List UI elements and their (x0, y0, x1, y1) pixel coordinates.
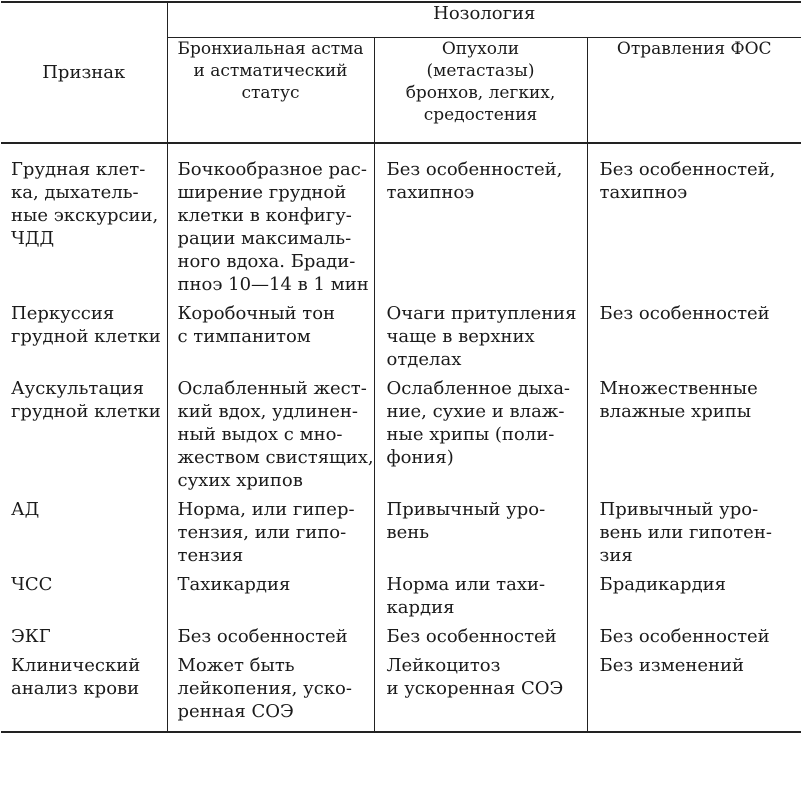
cell-asthma (167, 648, 374, 732)
cell-line: ного вдоха. Бради- (177, 251, 356, 272)
cell-line: клетки в конфигу- (177, 205, 352, 226)
header-tumor-line: средостения (423, 105, 538, 125)
cell-sign (1, 567, 167, 619)
cell-line: Привычный уро- (599, 499, 759, 520)
cell-fos (587, 143, 801, 296)
cell-line: Грудная клет- (11, 159, 146, 180)
cell-fos (587, 296, 801, 371)
table-row (1, 567, 801, 619)
cell-tumor (374, 371, 587, 492)
cell-line: Лейкоцитоз (386, 655, 501, 676)
cell-sign (1, 648, 167, 732)
cell-line: влажные хрипы (599, 401, 752, 422)
cell-line: ЧДД (11, 228, 55, 249)
cell-asthma (167, 371, 374, 492)
cell-sign (1, 296, 167, 371)
table-row (1, 648, 801, 732)
cell-line: фония) (386, 447, 454, 468)
header-tumor-line: (метастазы) (426, 61, 535, 81)
cell-line: ные экскурсии, (11, 205, 159, 226)
cell-sign (1, 371, 167, 492)
header-nosology: Нозология (167, 2, 801, 38)
cell-line: и ускоренная СОЭ (386, 678, 564, 699)
cell-line: ный выдох с мно- (177, 424, 343, 445)
cell-line: Клинический (11, 655, 141, 676)
cell-fos (587, 619, 801, 648)
cell-line: ренная СОЭ (177, 701, 294, 722)
cell-asthma (167, 619, 374, 648)
cell-line: Брадикардия (599, 574, 727, 595)
table-row (1, 492, 801, 567)
cell-tumor (374, 492, 587, 567)
cell-line: Норма, или гипер- (177, 499, 355, 520)
cell-line: пноэ 10—14 в 1 мин (177, 274, 369, 295)
cell-line: Множественные (599, 378, 758, 399)
cell-sign (1, 143, 167, 296)
header-tumor-line: Опухоли (441, 39, 520, 59)
cell-line: тензия (177, 545, 244, 566)
cell-line: Без особенностей (386, 626, 557, 647)
cell-asthma (167, 296, 374, 371)
cell-line: ка, дыхатель- (11, 182, 139, 203)
cell-line: Без изменений (599, 655, 745, 676)
header-asthma-line: и астматический (193, 61, 348, 81)
header-tumor-line: бронхов, легких, (405, 83, 556, 103)
cell-line: чаще в верхних (386, 326, 535, 347)
cell-line: ширение грудной (177, 182, 347, 203)
cell-line: Норма или тахи- (386, 574, 546, 595)
cell-fos (587, 567, 801, 619)
cell-line: ные хрипы (поли- (386, 424, 555, 445)
cell-line: Привычный уро- (386, 499, 546, 520)
header-sign: Признак (1, 2, 167, 143)
cell-line: зия (599, 545, 633, 566)
cell-line: лейкопения, уско- (177, 678, 352, 699)
cell-asthma (167, 567, 374, 619)
cell-tumor (374, 648, 587, 732)
cell-line: Без особенностей (177, 626, 348, 647)
cell-line: жеством свистящих, (177, 447, 374, 468)
cell-line: ЭКГ (11, 626, 51, 647)
cell-tumor (374, 143, 587, 296)
header-tumor (374, 38, 587, 144)
cell-line: Без особенностей (599, 303, 770, 324)
cell-line: Коробочный тон (177, 303, 336, 324)
differential-diagnosis-table (1, 1, 801, 733)
cell-line: вень (386, 522, 430, 543)
cell-line: Ослабленный жест- (177, 378, 367, 399)
cell-line: с тимпанитом (177, 326, 311, 347)
cell-asthma (167, 492, 374, 567)
cell-line: Перкуссия (11, 303, 115, 324)
cell-line: Ослабленное дыха- (386, 378, 571, 399)
cell-line: отделах (386, 349, 462, 370)
cell-line: ние, сухие и влаж- (386, 401, 565, 422)
table-row (1, 296, 801, 371)
cell-fos (587, 492, 801, 567)
cell-fos (587, 371, 801, 492)
cell-line: кий вдох, удлинен- (177, 401, 358, 422)
cell-line: кардия (386, 597, 455, 618)
cell-line: АД (11, 499, 40, 520)
cell-sign (1, 492, 167, 567)
header-asthma (167, 38, 374, 144)
table-row (1, 371, 801, 492)
cell-line: Очаги притупления (386, 303, 577, 324)
cell-line: грудной клетки (11, 401, 161, 422)
cell-line: анализ крови (11, 678, 140, 699)
cell-line: грудной клетки (11, 326, 161, 347)
cell-line: Аускультация (11, 378, 144, 399)
header-asthma-line: Бронхиальная астма (177, 39, 364, 59)
cell-line: Бочкообразное рас- (177, 159, 367, 180)
cell-line: рации максималь- (177, 228, 352, 249)
cell-tumor (374, 619, 587, 648)
cell-asthma (167, 143, 374, 296)
table-row (1, 619, 801, 648)
cell-line: Может быть (177, 655, 295, 676)
cell-line: Тахикардия (177, 574, 291, 595)
cell-fos (587, 648, 801, 732)
header-fos-line: Отравления ФОС (616, 39, 772, 59)
table-row (1, 143, 801, 296)
cell-line: ЧСС (11, 574, 53, 595)
cell-line: Без особенностей, (386, 159, 563, 180)
cell-line: сухих хрипов (177, 470, 303, 491)
header-fos (587, 38, 801, 144)
cell-sign (1, 619, 167, 648)
cell-line: вень или гипотен- (599, 522, 772, 543)
cell-line: тензия, или гипо- (177, 522, 347, 543)
cell-tumor (374, 296, 587, 371)
cell-line: тахипноэ (599, 182, 688, 203)
cell-line: Без особенностей (599, 626, 770, 647)
cell-line: Без особенностей, (599, 159, 776, 180)
cell-tumor (374, 567, 587, 619)
header-asthma-line: статус (241, 83, 300, 103)
cell-line: тахипноэ (386, 182, 475, 203)
